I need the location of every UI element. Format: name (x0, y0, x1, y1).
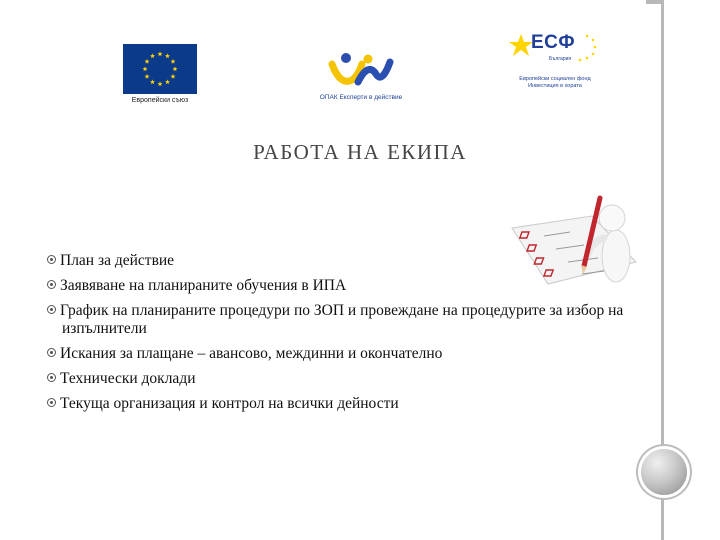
esf-caption-line2: Инвестиция в хората (528, 83, 582, 89)
list-item-text: График на планираните процедури по ЗОП и провеждане на процедурите за избор на изпълнители (60, 302, 624, 337)
esf-title: ЕСФ (531, 32, 576, 53)
circle-bullet-icon (47, 348, 56, 357)
list-item (47, 395, 627, 413)
list-item-text: Технически доклади (60, 370, 196, 387)
circle-bullet-icon (47, 305, 56, 314)
esf-caption-line1: Европейски социален фонд (519, 76, 591, 82)
slide-title: РАБОТА НА ЕКИПА (253, 140, 467, 164)
opak-logo (318, 50, 404, 102)
circle-bullet-icon (47, 255, 56, 264)
list-item-text: Текуща организация и контрол на всички дейности (60, 395, 399, 412)
esf-subtitle: България (549, 56, 572, 62)
circle-bullet-icon (47, 280, 56, 289)
slide-orb-decoration (641, 449, 687, 495)
list-item (47, 370, 627, 388)
eu-logo (123, 44, 197, 108)
list-item (47, 345, 627, 363)
eu-caption: Европейски съюз (131, 97, 189, 104)
opak-figures-icon (318, 50, 404, 88)
esf-caption (507, 76, 603, 90)
opak-caption: ОПАК Експерти в действие (319, 94, 403, 101)
list-item (47, 302, 627, 338)
list-item-text: Заявяване на планираните обучения в ИПА (60, 277, 347, 294)
circle-bullet-icon (47, 398, 56, 407)
list-item (47, 277, 627, 295)
list-item-text: Искания за плащане – авансово, междинни и окончателно (60, 345, 443, 362)
slide-frame-notch (646, 0, 664, 4)
eu-flag-icon (123, 44, 197, 94)
esf-logo (507, 30, 603, 100)
circle-bullet-icon (47, 373, 56, 382)
bullet-list (47, 252, 627, 420)
list-item-text: План за действие (60, 252, 175, 269)
list-item (47, 252, 627, 270)
